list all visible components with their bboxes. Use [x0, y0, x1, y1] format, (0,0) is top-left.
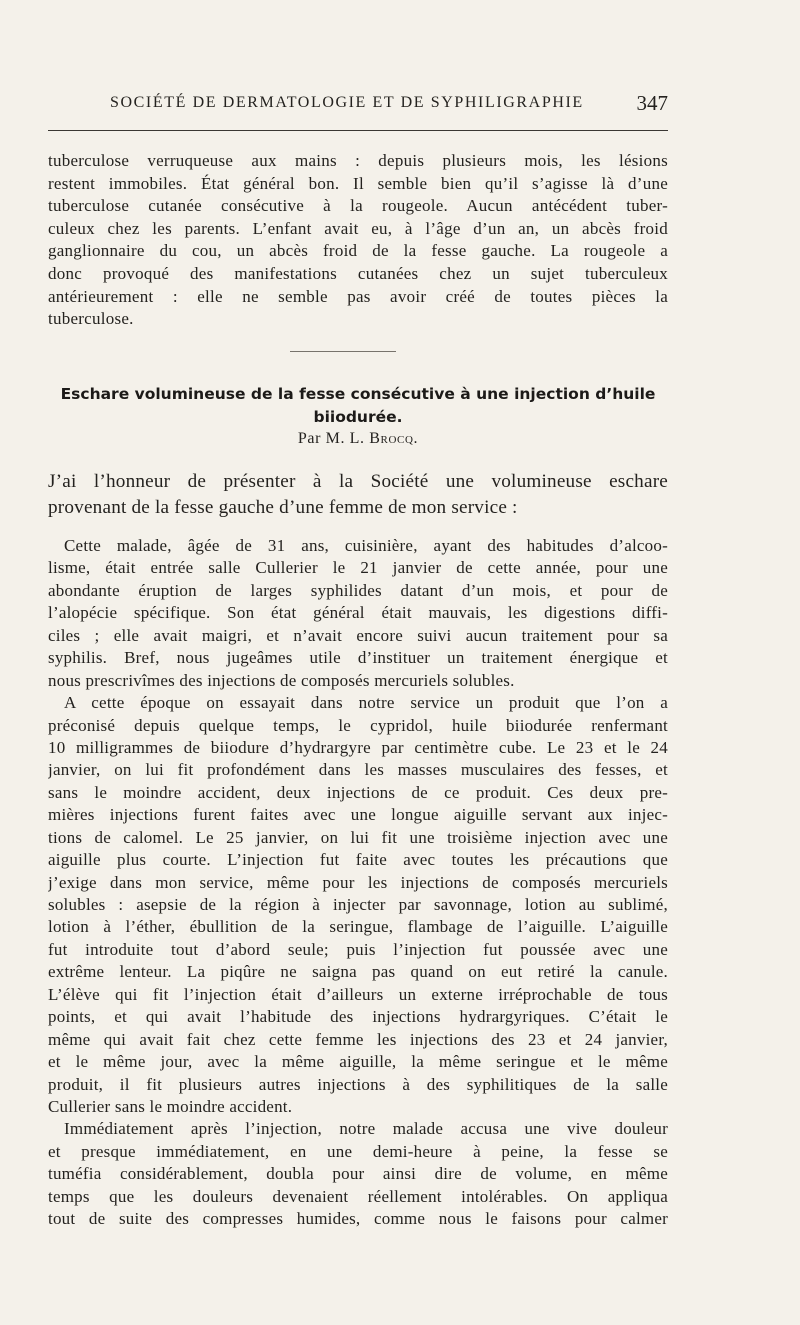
- running-head: [48, 91, 668, 118]
- text-line: même qui avait fait chez cette femme les injections des 23 et 24 janvier,: [48, 1029, 668, 1049]
- text-line: et le même jour, avec la même aiguille, la même seringue et le même: [48, 1052, 668, 1072]
- running-title: SOCIÉTÉ DE DERMATOLOGIE ET DE SYPHILIGRAPHIE: [110, 94, 584, 111]
- text-line: tout de suite des compresses humides, comme nous le faisons pour calmer: [48, 1209, 668, 1229]
- text-line: lotion à l’éther, ébullition de la seringue, flambage de l’aiguille. L’aiguille: [48, 917, 668, 937]
- text-line: antérieurement : elle ne semble pas avoir créé de toutes pièces la: [48, 286, 668, 306]
- text-line: syphilis. Bref, nous jugeâmes utile d’instituer un traitement énergique et: [48, 648, 668, 668]
- text-line: J’ai l’honneur de présenter à la Société une volumineuse eschare: [48, 471, 668, 492]
- text-line: tuméfia considérablement, doubla pour ainsi dire de volume, en même: [48, 1164, 668, 1184]
- text-line: tuberculose.: [48, 309, 134, 329]
- text-line: lisme, était entrée salle Cullerier le 21 janvier de cette année, pour une: [48, 558, 668, 578]
- text-line: points, et qui avait l’habitude des injections hydrargyriques. C’était le: [48, 1007, 668, 1027]
- byline: [48, 430, 668, 448]
- byline-prefix: Par M. L.: [297, 430, 365, 447]
- text-line: Cullerier sans le moindre accident.: [48, 1096, 293, 1116]
- text-line: temps que les douleurs devenaient réellement intolérables. On appliqua: [48, 1186, 668, 1206]
- text-line: sans le moindre accident, deux injections de ce produit. Ces deux pre-: [48, 782, 668, 802]
- text-line: donc provoqué des manifestations cutanées chez un sujet tuberculeux: [48, 263, 668, 283]
- text-line: culeux chez les parents. L’enfant avait eu, à l’âge d’un an, un abcès froid: [48, 218, 668, 238]
- section-separator: [290, 351, 396, 352]
- top-paragraph: [48, 150, 668, 331]
- text-line: mières injections furent faites avec une longue aiguille servant aux injec-: [48, 805, 668, 825]
- text-line: 10 milligrammes de biiodure d’hydrargyre par centimètre cube. Le 23 et le 24: [48, 737, 668, 757]
- page-number: 347: [636, 91, 668, 115]
- intro-paragraph: [48, 469, 668, 520]
- text-line: nous prescrivîmes des injections de composés mercuriels solubles.: [48, 670, 515, 690]
- text-line: tions de calomel. Le 25 janvier, on lui fit une troisième injection avec une: [48, 827, 668, 847]
- text-line: aiguille plus courte. L’injection fut faite avec toutes les précautions que: [48, 850, 668, 870]
- text-line: extrême lenteur. La piqûre ne saigna pas quand on eut retiré la canule.: [48, 962, 668, 982]
- text-line: Immédiatement après l’injection, notre malade accusa une vive douleur: [64, 1119, 668, 1139]
- article-title-line: Eschare volumineuse de la fesse consécutive à une injection d’huile: [60, 385, 656, 403]
- text-line: et presque immédiatement, en une demi-heure à peine, la fesse se: [48, 1141, 668, 1161]
- text-line: produit, il fit plusieurs autres injections à des syphilitiques de la salle: [48, 1074, 668, 1094]
- text-line: j’exige dans mon service, même pour les injections de composés mercuriels: [48, 872, 668, 892]
- text-line: L’élève qui fit l’injection était d’ailleurs un externe irréprochable de tous: [48, 984, 668, 1004]
- text-line: ganglionnaire du cou, un abcès froid de la fesse gauche. La rougeole a: [48, 241, 668, 261]
- text-line: Cette malade, âgée de 31 ans, cuisinière, ayant des habitudes d’alcoo-: [64, 536, 668, 555]
- text-line: fut introduite tout d’abord seule; puis l’injection fut poussée avec une: [48, 939, 668, 959]
- article-title-line: biiodurée.: [313, 408, 403, 426]
- byline-author: Brocq.: [369, 430, 419, 447]
- header-rule: [48, 130, 668, 131]
- text-line: ciles ; elle avait maigri, et n’avait encore suivi aucun traitement pour sa: [48, 625, 668, 645]
- text-line: A cette époque on essayait dans notre service un produit que l’on a: [64, 693, 668, 713]
- body-text: [48, 535, 668, 1231]
- text-line: l’alopécie spécifique. Son état général était mauvais, les digestions diffi-: [48, 603, 668, 623]
- text-line: abondante éruption de larges syphilides datant d’un mois, et pour de: [48, 580, 668, 600]
- text-line: tuberculose cutanée consécutive à la rougeole. Aucun antécédent tuber-: [48, 196, 668, 216]
- text-line: solubles : asepsie de la région à injecter par savonnage, lotion au sublimé,: [48, 895, 668, 914]
- article-title: [48, 383, 668, 429]
- text-line: provenant de la fesse gauche d’une femme de mon service :: [48, 496, 518, 518]
- text-line: préconisé depuis quelque temps, le cypridol, huile biiodurée renfermant: [48, 715, 668, 735]
- text-line: restent immobiles. État général bon. Il semble bien qu’il s’agisse là d’une: [48, 173, 668, 193]
- text-line: tuberculose verruqueuse aux mains : depuis plusieurs mois, les lésions: [48, 151, 668, 170]
- text-line: janvier, on lui fit profondément dans les masses musculaires des fesses, et: [48, 760, 668, 780]
